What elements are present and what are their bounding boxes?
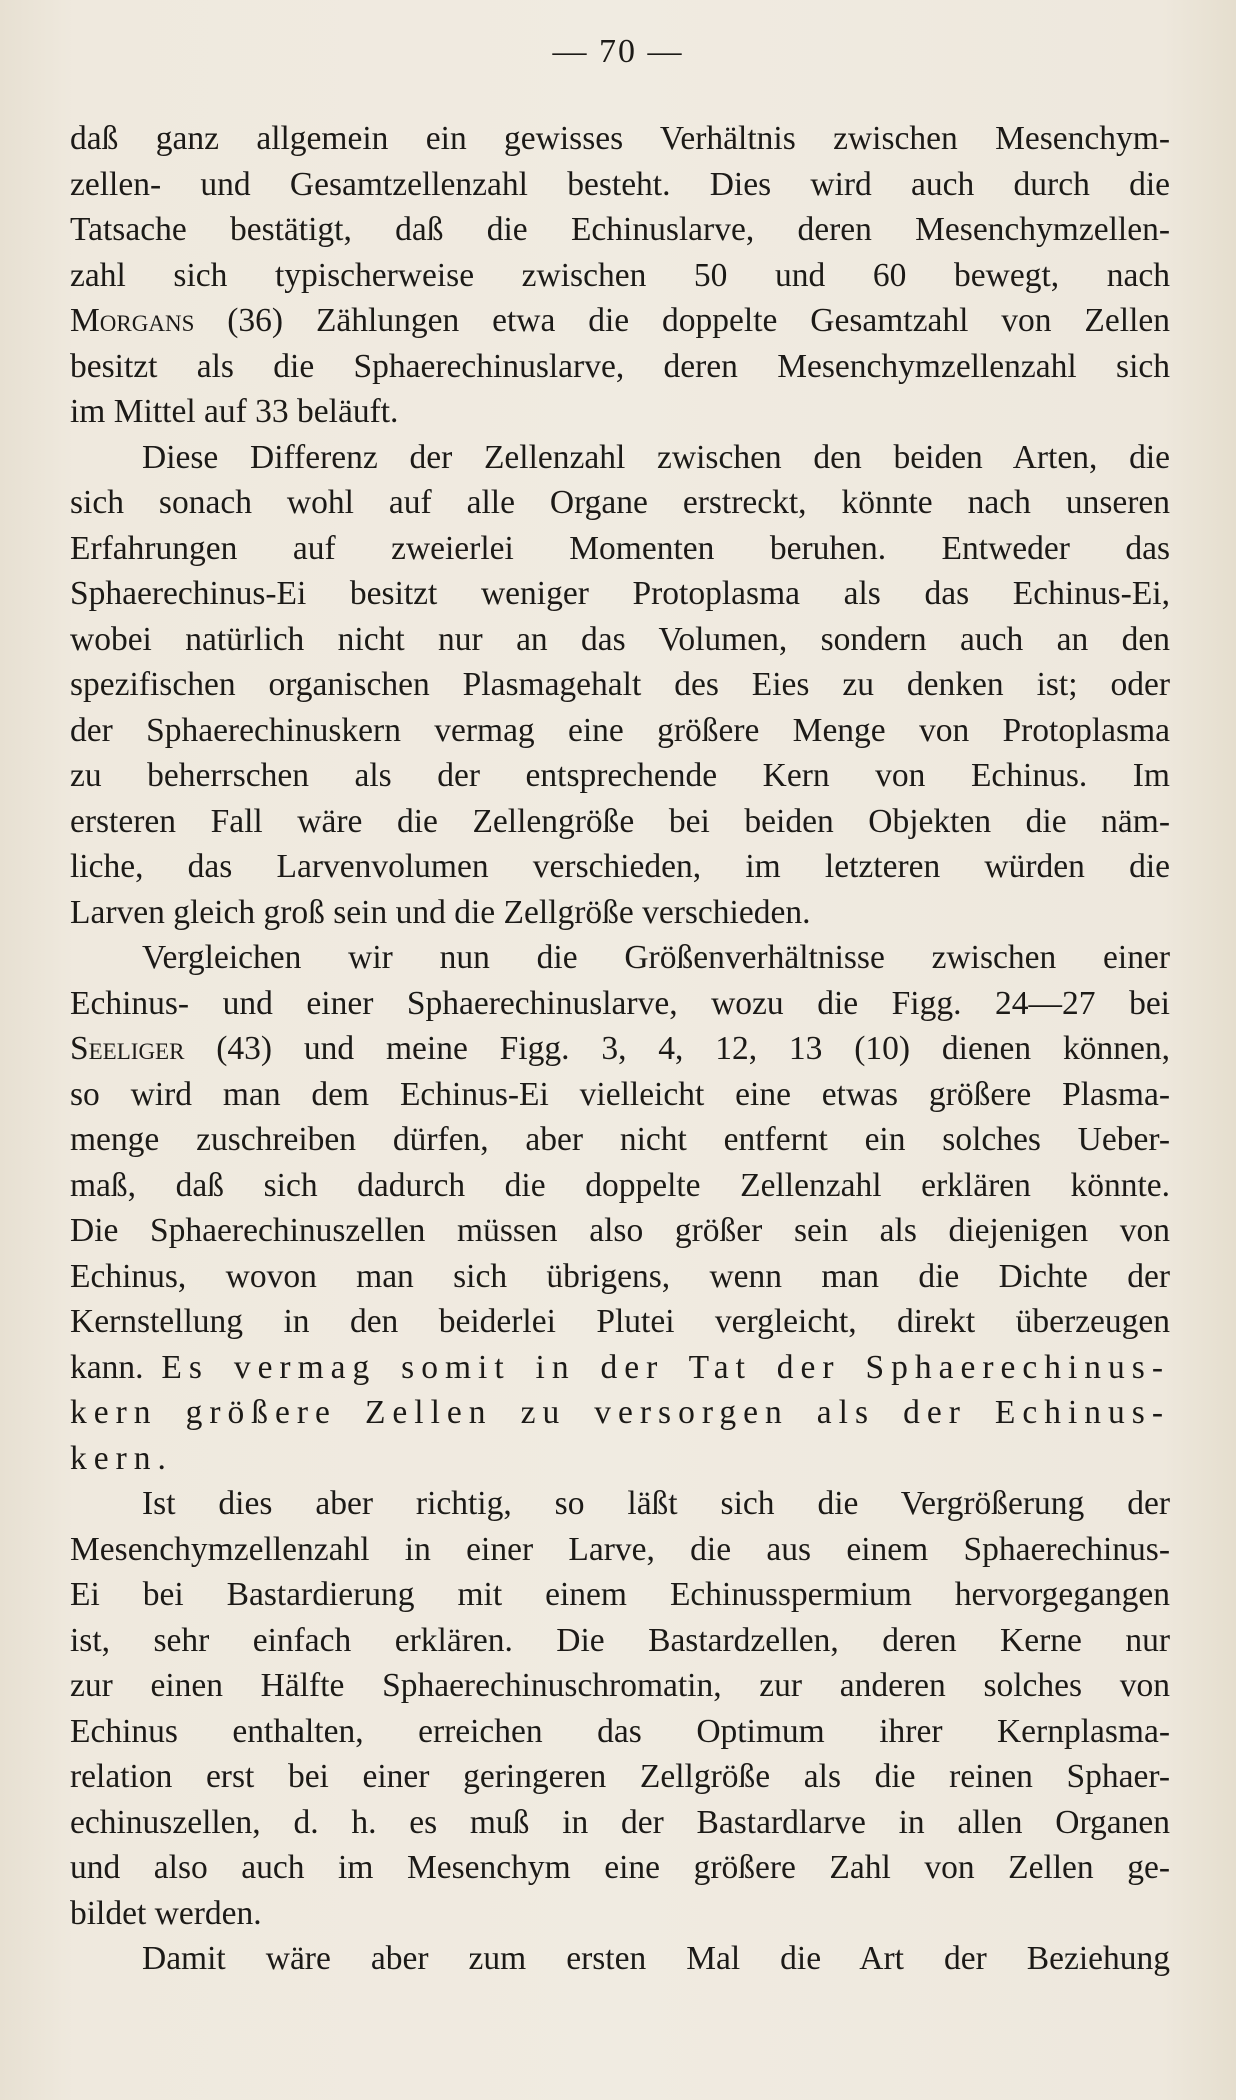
- text-line: relation erst bei einer geringeren Zellgröße als die reinen Sphaer-: [70, 1758, 1170, 1795]
- text-line: Echinus, wovon man sich übrigens, wenn man die Dichte der: [70, 1257, 1170, 1295]
- text-line: Sphaerechinus-Ei besitzt weniger Protoplasma als das Echinus-Ei,: [70, 575, 1170, 612]
- text-line: so wird man dem Echinus-Ei vielleicht eine etwas größere Plasma-: [70, 1075, 1170, 1113]
- text-line: daß ganz allgemein ein gewisses Verhältnis zwischen Mesenchym-: [70, 120, 1170, 157]
- text-line: ist, sehr einfach erklären. Die Bastardzellen, deren Kerne nur: [70, 1621, 1170, 1659]
- text-line: [70, 1345, 1170, 1391]
- emphasized-text-line: kern.: [70, 1439, 173, 1477]
- text-line: Mesenchymzellenzahl in einer Larve, die aus einem Sphaerechinus-: [70, 1530, 1170, 1568]
- text-line: und also auch im Mesenchym eine größere Zahl von Zellen ge-: [70, 1849, 1170, 1886]
- text-line: ersteren Fall wäre die Zellengröße bei beiden Objekten die näm-: [70, 802, 1170, 840]
- text-line: zu beherrschen als der entsprechende Kern von Echinus. Im: [70, 757, 1170, 794]
- text-line: [70, 1026, 1170, 1072]
- text-line: zur einen Hälfte Sphaerechinuschromatin, zur anderen solches von: [70, 1667, 1170, 1704]
- text-line: der Sphaerechinuskern vermag eine größere Menge von Protoplasma: [70, 711, 1170, 749]
- text-line: liche, das Larvenvolumen verschieden, im letzteren würden die: [70, 848, 1170, 885]
- text-line: Vergleichen wir nun die Größenverhältnisse zwischen einer: [142, 939, 1170, 976]
- text-line: spezifischen organischen Plasmagehalt des Eies zu denken ist; oder: [70, 666, 1170, 703]
- text-line: Kernstellung in den beiderlei Plutei vergleicht, direkt überzeugen: [70, 1303, 1170, 1340]
- text-line: Ist dies aber richtig, so läßt sich die Vergrößerung der: [142, 1485, 1170, 1522]
- text-line: Echinus enthalten, erreichen das Optimum ihrer Kernplasma-: [70, 1712, 1170, 1750]
- text-line: [70, 298, 1170, 344]
- text-fragment: (36) Zählungen etwa die doppelte Gesamtzahl von Zellen: [194, 302, 1170, 339]
- text-line: Die Sphaerechinuszellen müssen also größer sein als diejenigen von: [70, 1212, 1170, 1249]
- text-line: bildet werden.: [70, 1894, 262, 1932]
- text-line: zellen- und Gesamtzellenzahl besteht. Dies wird auch durch die: [70, 165, 1170, 203]
- text-line: menge zuschreiben dürfen, aber nicht entfernt ein solches Ueber-: [70, 1121, 1170, 1158]
- body-text: [70, 116, 1170, 1982]
- emphasized-text: Es vermag somit in der Tat der Sphaerechinus-: [161, 1348, 1170, 1386]
- text-line: Tatsache bestätigt, daß die Echinuslarve, deren Mesenchymzellen-: [70, 211, 1170, 248]
- text-line: sich sonach wohl auf alle Organe erstreckt, könnte nach unseren: [70, 484, 1170, 521]
- text-fragment: (43) und meine Figg. 3, 4, 12, 13 (10) dienen können,: [184, 1030, 1170, 1067]
- text-line: echinuszellen, d. h. es muß in der Bastardlarve in allen Organen: [70, 1803, 1170, 1841]
- text-line: wobei natürlich nicht nur an das Volumen, sondern auch an den: [70, 620, 1170, 658]
- text-line: zahl sich typischerweise zwischen 50 und 60 bewegt, nach: [70, 256, 1170, 294]
- text-fragment: kann.: [70, 1348, 162, 1386]
- text-line: Erfahrungen auf zweierlei Momenten beruhen. Entweder das: [70, 529, 1170, 567]
- text-line: Ei bei Bastardierung mit einem Echinusspermium hervorgegangen: [70, 1576, 1170, 1613]
- text-line: Diese Differenz der Zellenzahl zwischen den beiden Arten, die: [142, 438, 1170, 476]
- text-line: Echinus- und einer Sphaerechinuslarve, wozu die Figg. 24—27 bei: [70, 984, 1170, 1022]
- page-number: — 70 —: [552, 33, 684, 70]
- author-name-seeliger: Seeliger: [70, 1030, 185, 1067]
- text-line: im Mittel auf 33 beläuft.: [70, 393, 399, 430]
- author-name-morgan: Morgans: [70, 302, 195, 339]
- text-line: Larven gleich groß sein und die Zellgröße verschieden.: [70, 893, 811, 931]
- text-line: maß, daß sich dadurch die doppelte Zellenzahl erklären könnte.: [70, 1166, 1170, 1204]
- text-line: Damit wäre aber zum ersten Mal die Art der Beziehung: [142, 1940, 1170, 1977]
- emphasized-text-line: kern größere Zellen zu versorgen als der Echinus-: [70, 1394, 1170, 1431]
- text-line: besitzt als die Sphaerechinuslarve, deren Mesenchymzellenzahl sich: [70, 347, 1170, 385]
